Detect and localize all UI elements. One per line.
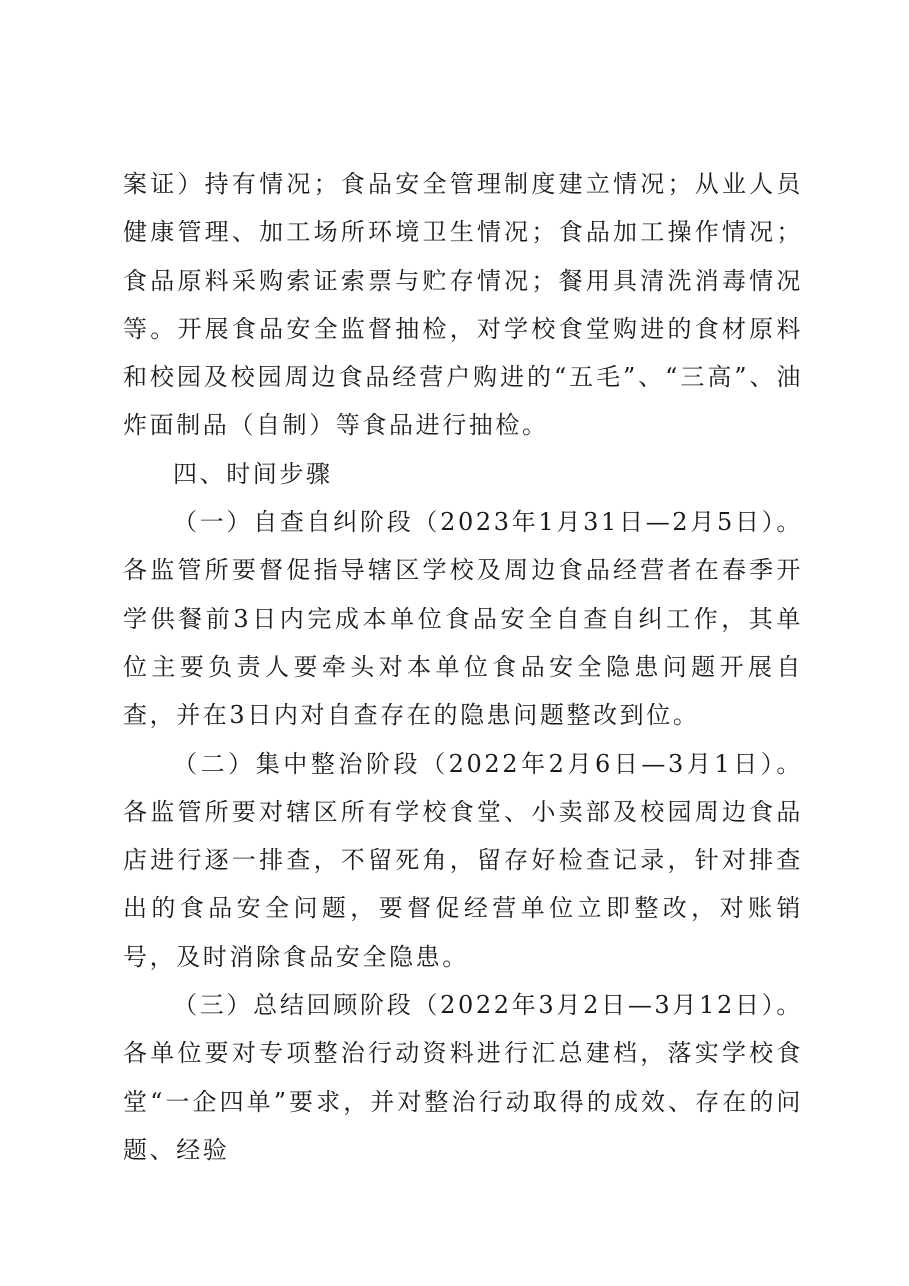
- paragraph-inspection-content: 案证）持有情况；食品安全管理制度建立情况；从业人员健康管理、加工场所环境卫生情况；食品加工操作情况；食品原料采购索证索票与贮存情况；餐用具清洗消毒情况等。开展食品安全监督抽检，对学校食堂购进的食材原料和校园及校园周边食品经营户购进的“五毛”、“三高”、油炸面制品（自制）等食品进行抽检。: [123, 170, 803, 440]
- paragraph-summary-review-stage: （三）总结回顾阶段（2022年3月2日—3月12日）。各单位要对专项整治行动资料进行汇总建档，落实学校食堂“一企四单”要求，并对整治行动取得的成效、存在的问题、经验: [123, 991, 803, 1164]
- paragraph-centralized-rectification-stage: （二）集中整治阶段（2022年2月6日—3月1日）。各监管所要对辖区所有学校食堂、小卖部及校园周边食品店进行逐一排查，不留死角，留存好检查记录，针对排查出的食品安全问题，要督促经营单位立即整改，对账销号，及时消除食品安全隐患。: [123, 749, 803, 971]
- document-body: [123, 160, 803, 1174]
- section-heading-time-steps: 四、时间步骤: [173, 459, 333, 488]
- paragraph-self-inspection-stage: （一）自查自纠阶段（2023年1月31日—2月5日）。各监管所要督促指导辖区学校及周边食品经营者在春季开学供餐前3日内完成本单位食品安全自查自纠工作，其单位主要负责人要牵头对本单位食品安全隐患问题开展自查，并在3日内对自查存在的隐患问题整改到位。: [123, 508, 803, 730]
